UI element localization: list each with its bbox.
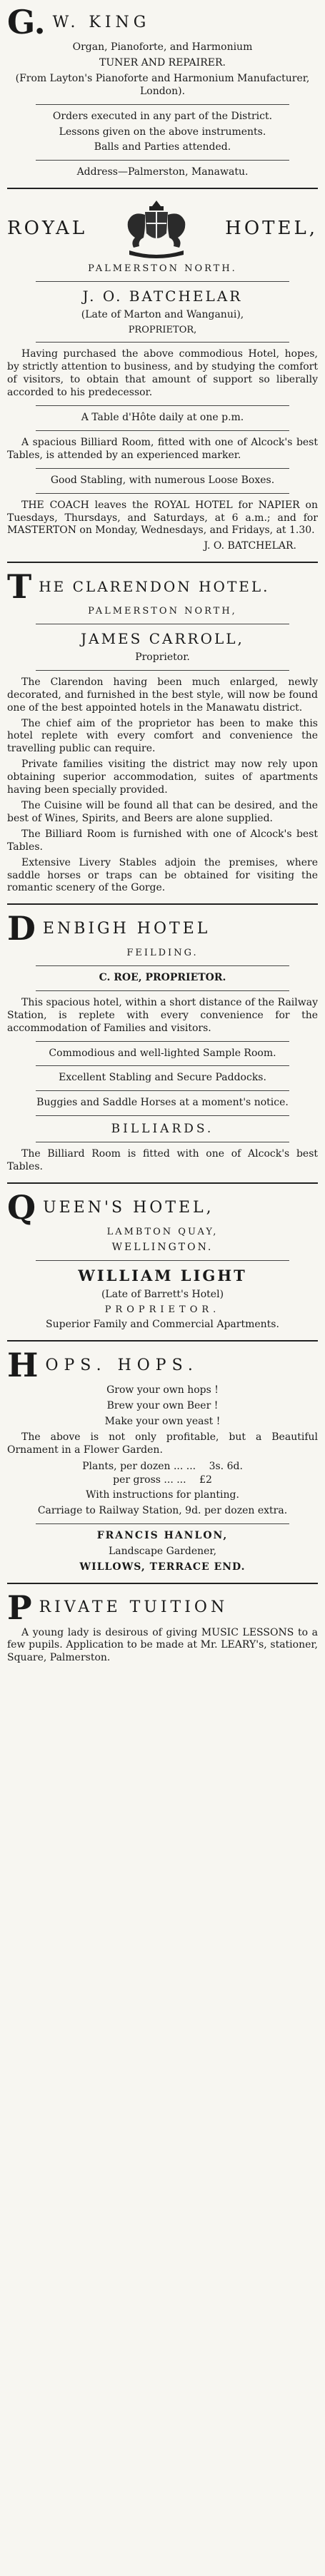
king-line-2: TUNER AND REPAIRER. <box>99 56 226 69</box>
royal-stabling: Good Stabling, with numerous Loose Boxes. <box>50 474 275 486</box>
hops-price-label: Plants, per dozen ... ... <box>82 1460 196 1472</box>
clarendon-para-3: Private families visiting the district may now rely upon obtaining superior accommodation, suites of apartments having been specially provided. <box>7 759 318 796</box>
queens-proprietor-label: PROPRIETOR. <box>104 1304 221 1315</box>
tuition-paragraph: A young lady is desirous of giving MUSIC LESSONS to a few pupils. Application to be made at Mr. LEARY's, stationer, Square, Palmerston. <box>7 1626 318 1664</box>
hops-divider <box>36 1523 289 1524</box>
king-heading <box>7 3 318 41</box>
hops-price-row <box>7 1474 318 1486</box>
royal-divider-5 <box>36 468 289 469</box>
denbigh-divider-4 <box>36 1065 289 1066</box>
king-balls: Balls and Parties attended. <box>94 141 231 153</box>
hops-price-value: 3s. 6d. <box>209 1460 243 1472</box>
denbigh-divider <box>36 965 289 966</box>
hops-price-list <box>7 1460 318 1486</box>
royal-signature: J. O. BATCHELAR. <box>204 540 296 552</box>
king-divider <box>36 104 289 105</box>
denbigh-billiards-text: The Billiard Room is fitted with one of Alcock's best Tables. <box>7 1148 318 1173</box>
hops-price-row <box>7 1460 318 1473</box>
denbigh-paragraph: This spacious hotel, within a short distance of the Railway Station, is replete with every convenience for the accommodation of Families and visitors. <box>7 996 318 1034</box>
denbigh-title: ENBIGH HOTEL <box>42 919 211 938</box>
queens-initial: Q <box>7 1188 36 1227</box>
clarendon-para-1: The Clarendon having been much enlarged, newly decorated, and furnished in the best style, will now be found one of the best appointed hotels in the Manawatu district. <box>7 676 318 714</box>
royal-table-note: A Table d'Hôte daily at one p.m. <box>81 412 244 424</box>
hops-role: Landscape Gardener, <box>108 1545 217 1557</box>
queens-divider <box>36 1260 289 1261</box>
section-rule-4 <box>7 1182 318 1184</box>
clarendon-para-4: The Cuisine will be found all that can be desired, and the best of Wines, Spirits, and Beers are alone supplied. <box>7 799 318 824</box>
royal-divider <box>36 281 289 282</box>
hops-title: OPS. HOPS. <box>45 1356 199 1374</box>
denbigh-advertisement <box>7 909 318 1174</box>
denbigh-divider-6 <box>36 1115 289 1116</box>
clarendon-para-5: The Billiard Room is furnished with one of Alcock's best Tables. <box>7 828 318 853</box>
queens-heading <box>7 1188 318 1227</box>
denbigh-divider-2 <box>36 990 289 991</box>
clarendon-heading <box>7 567 318 607</box>
queens-street: LAMBTON QUAY, <box>106 1227 219 1238</box>
queens-title: UEEN'S HOTEL, <box>43 1198 214 1217</box>
section-rule-3 <box>7 903 318 905</box>
denbigh-divider-5 <box>36 1090 289 1091</box>
queens-city: WELLINGTON. <box>111 1241 214 1253</box>
clarendon-para-6: Extensive Livery Stables adjoin the premises, where saddle horses or traps can be obtained for visiting the romantic scenery of the Gorge. <box>7 856 318 894</box>
royal-divider-4 <box>36 430 289 431</box>
clarendon-proprietor-label: Proprietor. <box>135 651 190 663</box>
king-name: W. KING <box>52 13 151 31</box>
king-line-3: (From Layton's Pianoforte and Harmonium Manufacturer, London). <box>15 72 310 97</box>
section-rule-5 <box>7 1340 318 1342</box>
queens-hotel-advertisement <box>7 1188 318 1332</box>
hops-address: WILLOWS, TERRACE END. <box>79 1561 246 1573</box>
queens-tagline: Superior Family and Commercial Apartments. <box>46 1319 279 1331</box>
royal-proprietor-name: J. O. BATCHELAR <box>82 287 243 305</box>
royal-proprietor-label: PROPRIETOR, <box>128 324 197 335</box>
denbigh-billiards-title: BILLIARDS. <box>111 1122 214 1137</box>
clarendon-advertisement <box>7 567 318 895</box>
tuition-advertisement <box>7 1588 318 1665</box>
royal-heading <box>7 196 318 260</box>
royal-coach: THE COACH leaves the ROYAL HOTEL for NAPIER on Tuesdays, Thursdays, and Saturdays, at 6 a.m.; and for MASTERTON on Monday, Wednesdays, and Fridays, at 1.30. <box>7 499 318 537</box>
denbigh-stabling: Excellent Stabling and Secure Paddocks. <box>59 1072 266 1084</box>
clarendon-para-2: The chief aim of the proprietor has been to make this hotel replete with every comfort and convenience the travelling public can require. <box>7 717 318 755</box>
royal-paragraph: Having purchased the above commodious Hotel, hopes, by strictly attention to business, and by studying the comfort of visitors, to obtain that amount of support so liberally accorded to his predecessor. <box>7 348 318 399</box>
king-initial: G. <box>7 3 46 41</box>
king-advertisement <box>7 3 318 179</box>
hops-instructions: With instructions for planting. <box>86 1489 239 1501</box>
section-rule-6 <box>7 1583 318 1584</box>
clarendon-divider-2 <box>36 670 289 671</box>
royal-location: PALMERSTON NORTH. <box>88 263 237 275</box>
denbigh-sample-room: Commodious and well-lighted Sample Room. <box>49 1047 276 1059</box>
king-lessons: Lessons given on the above instruments. <box>59 126 266 138</box>
hops-advertisement <box>7 1346 318 1573</box>
clarendon-initial: T <box>7 567 32 607</box>
tuition-initial: P <box>7 1588 32 1627</box>
tuition-title: RIVATE TUITION <box>39 1598 229 1616</box>
queens-proprietor-name: WILLIAM LIGHT <box>78 1266 247 1284</box>
hops-paragraph: The above is not only profitable, but a Beautiful Ornament in a Flower Garden. <box>7 1431 318 1456</box>
royal-billiard: A spacious Billiard Room, fitted with one of Alcock's best Tables, is attended by an experienced marker. <box>7 436 318 461</box>
clarendon-location: PALMERSTON NORTH, <box>88 606 237 617</box>
hops-line-1: Grow your own hops ! <box>106 1384 219 1396</box>
hops-name: FRANCIS HANLON, <box>96 1529 229 1541</box>
hops-initial: H <box>7 1346 39 1385</box>
royal-divider-6 <box>36 493 289 494</box>
royal-divider-3 <box>36 405 289 406</box>
tuition-heading <box>7 1588 318 1627</box>
king-address: Address—Palmerston, Manawatu. <box>76 166 249 178</box>
denbigh-proprietor: C. ROE, PROPRIETOR. <box>99 971 226 983</box>
king-line-1: Organ, Pianoforte, and Harmonium <box>72 41 253 53</box>
hops-line-2: Brew your own Beer ! <box>106 1399 219 1411</box>
king-divider-2 <box>36 160 289 161</box>
denbigh-buggies: Buggies and Saddle Horses at a moment's notice. <box>36 1097 289 1109</box>
denbigh-initial: D <box>7 909 36 948</box>
hops-line-3: Make your own yeast ! <box>104 1415 221 1427</box>
section-rule-2 <box>7 562 318 563</box>
hops-price-label: per gross ... ... <box>113 1474 186 1486</box>
royal-hotel-advertisement <box>7 196 318 553</box>
denbigh-location: FEILDING. <box>126 948 199 959</box>
royal-coat-of-arms-icon <box>114 196 199 260</box>
royal-title-right: HOTEL, <box>225 218 318 240</box>
hops-price-value: £2 <box>199 1474 212 1486</box>
royal-divider-2 <box>36 342 289 343</box>
hops-heading <box>7 1346 318 1385</box>
royal-title-left: ROYAL <box>7 218 88 240</box>
royal-proprietor-note: (Late of Marton and Wanganui), <box>81 308 244 320</box>
clarendon-title: HE CLARENDON HOTEL. <box>39 578 270 596</box>
clarendon-proprietor-name: JAMES CARROLL, <box>81 629 244 647</box>
denbigh-divider-3 <box>36 1041 289 1042</box>
hops-carriage: Carriage to Railway Station, 9d. per dozen extra. <box>37 1504 288 1516</box>
section-rule <box>7 188 318 189</box>
king-orders: Orders executed in any part of the District. <box>52 110 273 122</box>
queens-proprietor-note: (Late of Barrett's Hotel) <box>101 1288 224 1300</box>
denbigh-heading <box>7 909 318 948</box>
